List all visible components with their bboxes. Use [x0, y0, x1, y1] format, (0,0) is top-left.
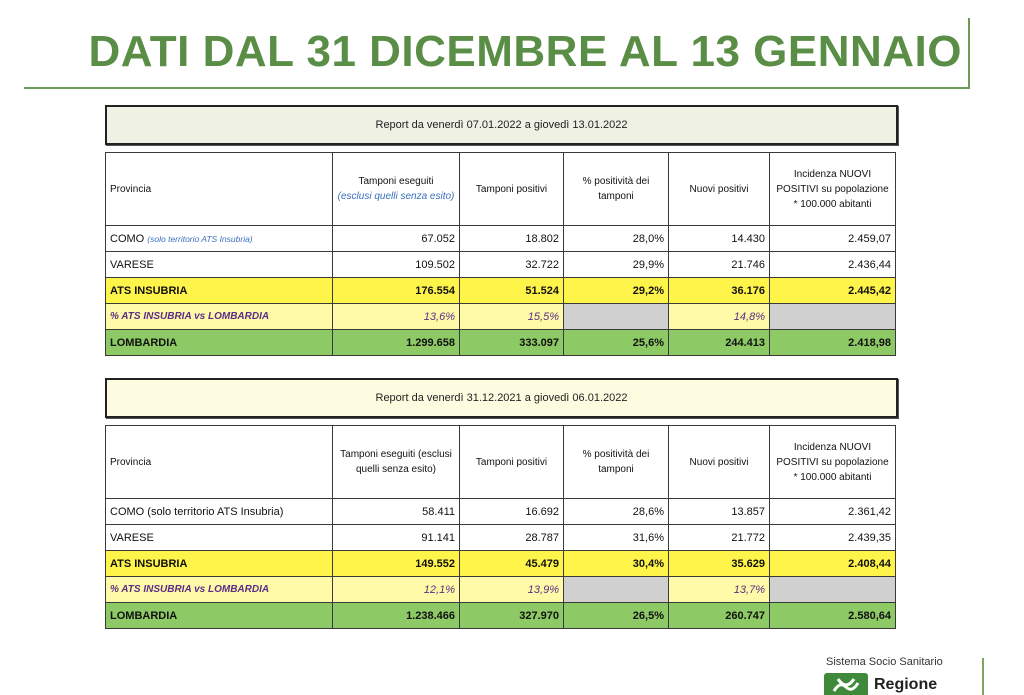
cell-incidenza: 2.418,98 — [770, 330, 896, 356]
header-nuovi-positivi: Nuovi positivi — [669, 426, 770, 499]
cell-nuovi: 36.176 — [669, 278, 770, 304]
cell-tamponi: 13,6% — [333, 304, 460, 330]
cell-positivita: 29,9% — [564, 252, 669, 278]
footer-label: Sistema Socio Sanitario — [826, 656, 943, 668]
cell-tamponi: 67.052 — [333, 226, 460, 252]
cell-tamponi: 1.299.658 — [333, 330, 460, 356]
row-name: VARESE — [106, 525, 333, 551]
cell-incidenza: 2.445,42 — [770, 278, 896, 304]
table-row-lombardia — [106, 603, 896, 629]
header-provincia: Provincia — [106, 153, 333, 226]
cell-nuovi: 14.430 — [669, 226, 770, 252]
cell-positivi: 18.802 — [460, 226, 564, 252]
cell-positivi: 16.692 — [460, 499, 564, 525]
cell-incidenza: 2.459,07 — [770, 226, 896, 252]
header-incidenza: Incidenza NUOVI POSITIVI su popolazione * 100.000 abitanti — [770, 426, 896, 499]
data-table-1 — [105, 152, 896, 356]
header-tamponi-eseguiti: Tamponi eseguiti (esclusi quelli senza esito) — [333, 426, 460, 499]
cell-positivita: 30,4% — [564, 551, 669, 577]
cell-nuovi: 260.747 — [669, 603, 770, 629]
header-tamponi-eseguiti-label: Tamponi eseguiti — [358, 176, 434, 187]
cell-positivi: 32.722 — [460, 252, 564, 278]
table-header-row — [106, 153, 896, 226]
table-row-pct-vs-lombardia — [106, 304, 896, 330]
cell-nuovi: 14,8% — [669, 304, 770, 330]
cell-tamponi: 58.411 — [333, 499, 460, 525]
cell-incidenza: 2.439,35 — [770, 525, 896, 551]
cell-tamponi: 1.238.466 — [333, 603, 460, 629]
cell-tamponi: 176.554 — [333, 278, 460, 304]
cell-positivi: 28.787 — [460, 525, 564, 551]
row-name: % ATS INSUBRIA vs LOMBARDIA — [106, 577, 333, 603]
page-title: DATI DAL 31 DICEMBRE AL 13 GENNAIO — [88, 27, 962, 76]
footer-divider — [982, 658, 984, 695]
table-row-varese — [106, 525, 896, 551]
cell-nuovi: 35.629 — [669, 551, 770, 577]
cell-positivi: 15,5% — [460, 304, 564, 330]
cell-positivita: 25,6% — [564, 330, 669, 356]
header-tamponi-positivi: Tamponi positivi — [460, 153, 564, 226]
header-incidenza: Incidenza NUOVI POSITIVI su popolazione * 100.000 abitanti — [770, 153, 896, 226]
header-tamponi-eseguiti-note: (esclusi quelli senza esito) — [337, 191, 455, 202]
cell-positivita: 29,2% — [564, 278, 669, 304]
cell-empty — [770, 304, 896, 330]
header-tamponi-positivi: Tamponi positivi — [460, 426, 564, 499]
row-name: ATS INSUBRIA — [106, 551, 333, 577]
row-name — [106, 226, 333, 252]
table-header-row — [106, 426, 896, 499]
cell-incidenza: 2.408,44 — [770, 551, 896, 577]
cell-positivita: 26,5% — [564, 603, 669, 629]
report-header-1 — [105, 105, 898, 145]
header-positivita: % positività dei tamponi — [564, 153, 669, 226]
row-name-label: COMO — [110, 232, 145, 245]
row-name: ATS INSUBRIA — [106, 278, 333, 304]
cell-tamponi: 109.502 — [333, 252, 460, 278]
table-row-como — [106, 226, 896, 252]
cell-nuovi: 13.857 — [669, 499, 770, 525]
cell-incidenza: 2.580,64 — [770, 603, 896, 629]
cell-tamponi: 91.141 — [333, 525, 460, 551]
row-name-note: (solo territorio ATS Insubria) — [147, 233, 253, 244]
row-name: % ATS INSUBRIA vs LOMBARDIA — [106, 304, 333, 330]
cell-empty — [564, 577, 669, 603]
cell-positivi: 327.970 — [460, 603, 564, 629]
regione-logo-icon — [824, 673, 868, 695]
cell-positivi: 13,9% — [460, 577, 564, 603]
row-name: VARESE — [106, 252, 333, 278]
cell-positivi: 333.097 — [460, 330, 564, 356]
cell-nuovi: 244.413 — [669, 330, 770, 356]
title-divider-vertical — [968, 18, 970, 88]
cell-nuovi: 21.746 — [669, 252, 770, 278]
report-header-2 — [105, 378, 898, 418]
header-nuovi-positivi: Nuovi positivi — [669, 153, 770, 226]
row-name: LOMBARDIA — [106, 330, 333, 356]
cell-positivi: 45.479 — [460, 551, 564, 577]
report-label: Report da venerdì 31.12.2021 a giovedì 06.01.2022 — [375, 392, 628, 404]
cell-tamponi: 12,1% — [333, 577, 460, 603]
header-tamponi-eseguiti — [333, 153, 460, 226]
cell-incidenza: 2.436,44 — [770, 252, 896, 278]
cell-empty — [770, 577, 896, 603]
cell-positivita: 28,6% — [564, 499, 669, 525]
cell-positivita: 28,0% — [564, 226, 669, 252]
table-row-ats-insubria — [106, 551, 896, 577]
table-row-pct-vs-lombardia — [106, 577, 896, 603]
footer-brand: Regione — [874, 676, 938, 693]
cell-positivi: 51.524 — [460, 278, 564, 304]
table-row-lombardia — [106, 330, 896, 356]
table-row-ats-insubria — [106, 278, 896, 304]
cell-nuovi: 13,7% — [669, 577, 770, 603]
cell-positivita: 31,6% — [564, 525, 669, 551]
row-name: LOMBARDIA — [106, 603, 333, 629]
report-label: Report da venerdì 07.01.2022 a giovedì 13.01.2022 — [375, 119, 628, 131]
cell-incidenza: 2.361,42 — [770, 499, 896, 525]
title-divider-horizontal — [24, 87, 970, 89]
data-table-2 — [105, 425, 896, 629]
header-positivita: % positività dei tamponi — [564, 426, 669, 499]
table-row-como — [106, 499, 896, 525]
table-row-varese — [106, 252, 896, 278]
header-provincia: Provincia — [106, 426, 333, 499]
row-name: COMO (solo territorio ATS Insubria) — [106, 499, 333, 525]
cell-tamponi: 149.552 — [333, 551, 460, 577]
cell-empty — [564, 304, 669, 330]
cell-nuovi: 21.772 — [669, 525, 770, 551]
